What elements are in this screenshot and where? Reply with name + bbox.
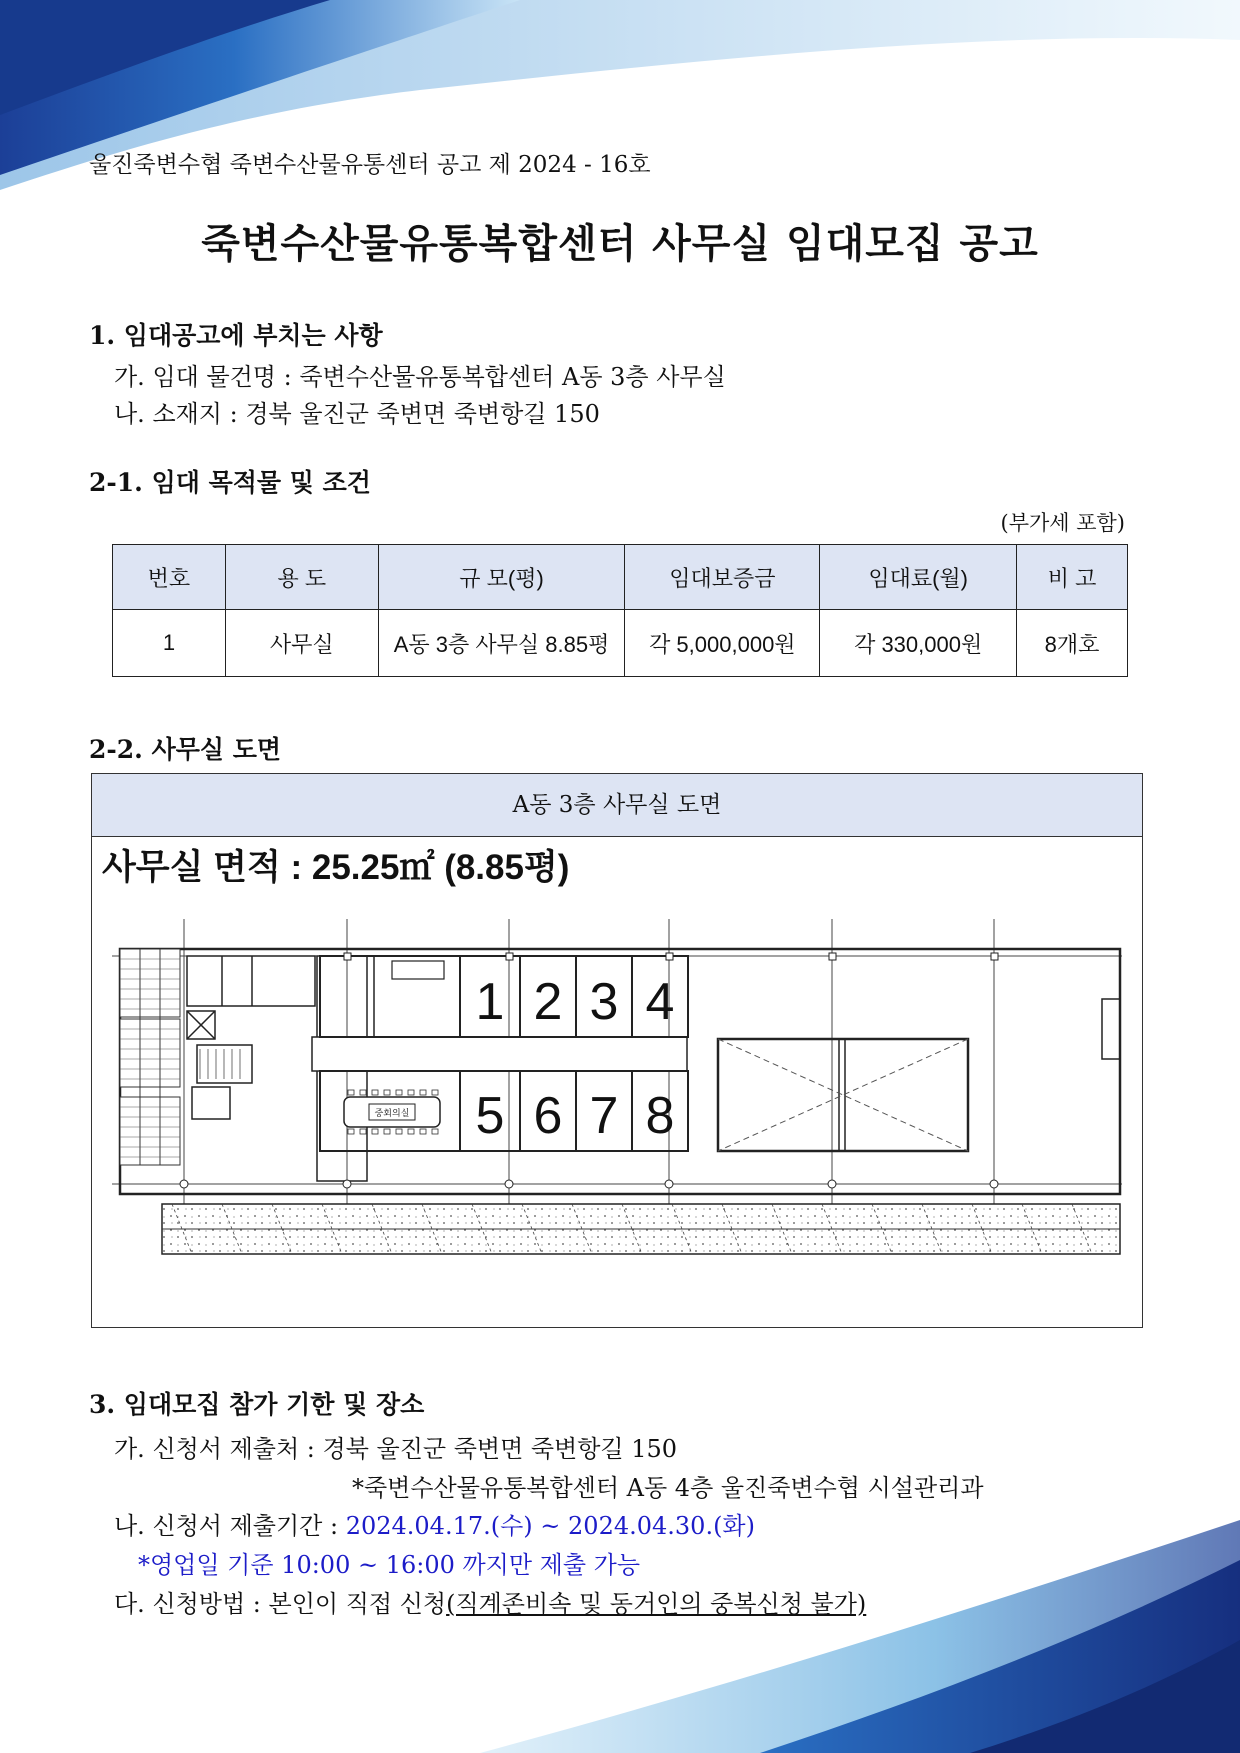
section-2-2-heading: 2-2. 사무실 도면 (89, 735, 282, 764)
cell-number: 1 (113, 610, 226, 677)
table-row (113, 610, 1128, 677)
section-3-item-c (114, 1584, 866, 1619)
section-3-item-b (114, 1506, 755, 1541)
cell-deposit: 각 5,000,000원 (625, 610, 820, 677)
notice-number: 울진죽변수협 죽변수산물유통센터 공고 제 2024 - 16호 (89, 152, 651, 178)
section-3-heading: 3. 임대모집 참가 기한 및 장소 (89, 1390, 425, 1419)
room-number-6: 6 (533, 1087, 563, 1145)
room-number-4: 4 (645, 973, 675, 1031)
room-number-2: 2 (533, 973, 563, 1031)
duplicate-restriction: (직계존비속 및 동거인의 중복신청 불가) (446, 1590, 867, 1618)
table-header-row (113, 545, 1128, 610)
room-number-1: 1 (475, 973, 505, 1031)
section-3-item-a: 가. 신청서 제출처 : 경북 울진군 죽변면 죽변항길 150 (114, 1435, 678, 1463)
business-hours-note: *영업일 기준 10:00 ~ 16:00 까지만 제출 가능 (138, 1551, 641, 1579)
col-header-size: 규 모(평) (378, 545, 625, 610)
section-3-item-a-sub: *죽변수산물유통복합센터 A동 4층 울진죽변수협 시설관리과 (352, 1474, 984, 1502)
col-header-deposit: 임대보증금 (625, 545, 820, 610)
cell-remarks: 8개호 (1017, 610, 1128, 677)
vat-note: (부가세 포함) (1000, 511, 1125, 535)
col-header-use: 용 도 (225, 545, 378, 610)
section-1-heading: 1. 임대공고에 부치는 사항 (89, 321, 383, 350)
floor-plan-box (91, 773, 1143, 1328)
room-number-5: 5 (475, 1087, 505, 1145)
room-number-8: 8 (645, 1087, 675, 1145)
page-title: 죽변수산물유통복합센터 사무실 임대모집 공고 (201, 220, 1039, 267)
cell-use: 사무실 (225, 610, 378, 677)
floor-plan-drawing (112, 919, 1122, 1289)
submission-period: 2024.04.17.(수) ~ 2024.04.30.(화) (345, 1512, 755, 1540)
item-c-label: 다. 신청방법 : 본인이 직접 신청 (114, 1590, 447, 1618)
room-number-3: 3 (589, 973, 619, 1031)
section-1-item-b: 나. 소재지 : 경북 울진군 죽변면 죽변항길 150 (114, 400, 600, 428)
section-2-1-heading: 2-1. 임대 목적물 및 조건 (89, 468, 371, 497)
cell-rent: 각 330,000원 (820, 610, 1017, 677)
cell-size: A동 3층 사무실 8.85평 (378, 610, 625, 677)
meeting-room-label: 중회의실 (374, 1108, 410, 1118)
office-area-label: 사무실 면적 : 25.25㎡ (8.85평) (102, 848, 570, 887)
col-header-rent: 임대료(월) (820, 545, 1017, 610)
item-b-label: 나. 신청서 제출기간 : (114, 1512, 346, 1540)
col-header-remarks: 비 고 (1017, 545, 1128, 610)
section-1-item-a: 가. 임대 물건명 : 죽변수산물유통복합센터 A동 3층 사무실 (114, 363, 726, 391)
col-header-number: 번호 (113, 545, 226, 610)
room-number-7: 7 (589, 1087, 619, 1145)
lease-conditions-table (112, 544, 1128, 677)
floor-plan-title: A동 3층 사무실 도면 (92, 774, 1142, 837)
